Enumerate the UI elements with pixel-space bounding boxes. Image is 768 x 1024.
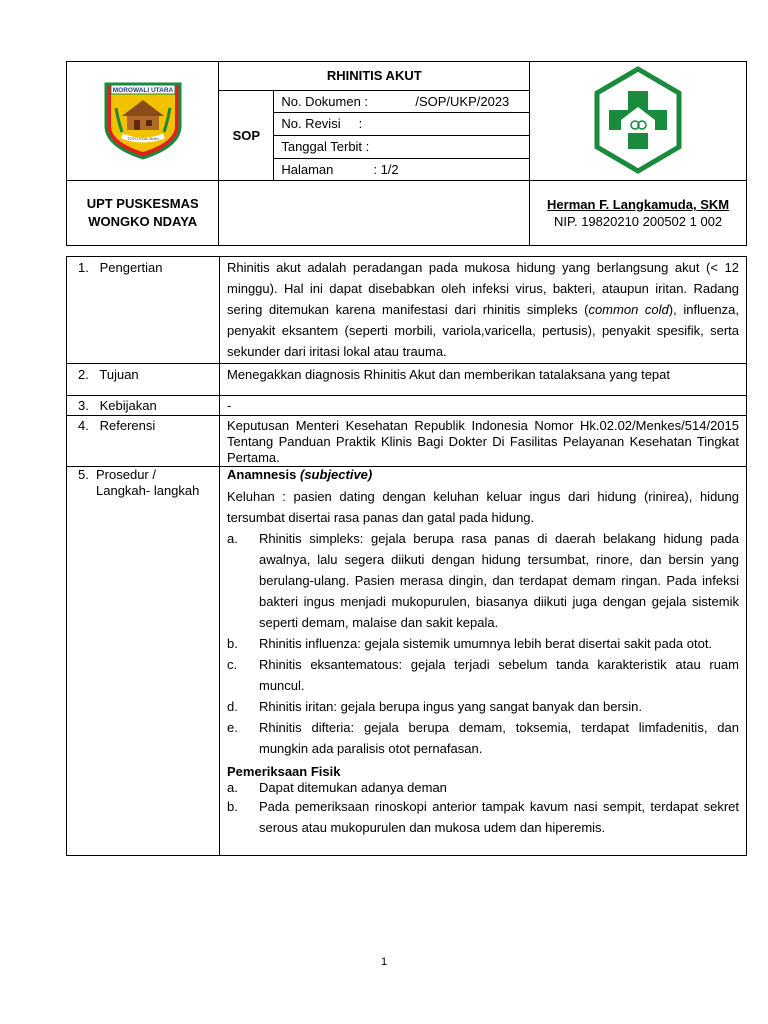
section-number: 4. (78, 418, 89, 433)
list-item (227, 717, 739, 759)
section-label: Prosedur / (96, 467, 156, 482)
list-item-text: Rhinitis influenza: gejala sistemik umumnya lebih berat disertai sakit pada otot. (259, 636, 713, 651)
section-label: Referensi (99, 418, 156, 433)
section-label-cell (67, 257, 220, 364)
section-label-line2: Langkah- langkah (96, 483, 200, 498)
list-item-label: e. (227, 720, 238, 735)
puskesmas-logo-icon (591, 65, 685, 175)
pengertian-text: Rhinitis akut adalah peradangan pada mukosa hidung yang berlangsung akut (< 12 minggu). Hal ini dapat disebabkan oleh infeksi virus, bakteri, ataupun iritan. Radang sering ditemukan karena manifestasi dari rhinitis simpleks ( (227, 260, 739, 317)
anamnesis-list (227, 528, 739, 759)
list-item-text: Rhinitis simpleks: gejala berupa rasa panas di daerah belakang hidung pada awalnya, lalu segera diikuti dengan hidung tersumbat, rinore, dan bersin yang berulang-ulang. Pasien merasa dingin, dan terdapat demam ringan. Pada infeksi bakteri ingus menjadi mukopurulen, biasanya diikuti juga dengan gejala sistemik seperti demam, malaise dan sakit kepala. (259, 531, 739, 630)
section-label-cell (67, 364, 220, 396)
section-content (220, 467, 747, 856)
page-value: : 1/2 (373, 162, 399, 177)
anamnesis-title-italic: (subjective) (300, 467, 373, 482)
pengertian-text-end: ), influenza, penyakit eksantem (seperti morbili, variola,varicella, pertusis), penyakit spesifik, serta sekunder dari iritasi lokal atau trauma. (227, 302, 740, 359)
list-item-label: c. (227, 657, 238, 672)
left-logo-cell (67, 62, 219, 181)
section-number: 3. (78, 398, 89, 413)
row-tujuan (67, 364, 747, 396)
anamnesis-heading (227, 467, 739, 482)
section-label: Tujuan (99, 367, 139, 382)
row-pengertian (67, 257, 747, 364)
morowali-utara-logo-icon (102, 80, 184, 160)
section-label: Pengertian (99, 260, 163, 275)
publish-date-label: Tanggal Terbit : (274, 136, 529, 159)
list-item (227, 654, 739, 696)
empty-cell (219, 181, 530, 246)
page-row (274, 159, 529, 181)
signer-nip: NIP. 19820210 200502 1 002 (553, 214, 723, 229)
list-item-label: d. (227, 699, 238, 714)
list-item (227, 528, 739, 633)
row-prosedur (67, 467, 747, 856)
list-item (227, 633, 739, 654)
section-content (220, 257, 747, 364)
logo-text-bottom: TOTO KOA ISUKI (126, 135, 159, 141)
section-label: Kebijakan (99, 398, 157, 413)
section-number: 2. (78, 367, 89, 382)
section-content: Menegakkan diagnosis Rhinitis Akut dan memberikan tatalaksana yang tepat (220, 364, 747, 396)
pengertian-italic: common cold (588, 302, 669, 317)
signer-name: Herman F. Langkamuda, SKM (547, 197, 730, 212)
list-item (227, 779, 739, 796)
sop-label: SOP (219, 91, 274, 180)
right-logo-cell (530, 62, 747, 181)
doc-number-label: No. Dokumen : (281, 94, 369, 109)
organization-cell (67, 181, 219, 246)
page-number: 1 (380, 956, 388, 968)
sop-header-table (66, 61, 747, 246)
doc-number-row (274, 91, 529, 113)
anamnesis-title: Anamnesis (227, 467, 297, 482)
revision-label: No. Revisi : (274, 113, 529, 136)
sop-content-table (66, 256, 747, 856)
section-label-cell (67, 416, 220, 467)
list-item-label: a. (227, 780, 238, 795)
list-item-text: Rhinitis iritan: gejala berupa ingus yang sangat banyak dan bersin. (259, 699, 643, 714)
document-title: RHINITIS AKUT (219, 62, 529, 91)
title-cell (219, 62, 530, 181)
organization-name-line1: UPT PUSKESMAS (86, 196, 199, 211)
page-label: Halaman (281, 162, 334, 177)
section-label-cell (67, 467, 220, 856)
signer-cell (530, 181, 747, 246)
list-item (227, 696, 739, 717)
row-kebijakan (67, 396, 747, 416)
doc-number-value: /SOP/UKP/2023 (415, 94, 510, 109)
organization-name-line2: WONGKO NDAYA (88, 214, 198, 229)
section-label-cell (67, 396, 220, 416)
list-item-label: b. (227, 636, 238, 651)
physical-exam-heading: Pemeriksaan Fisik (227, 764, 341, 779)
list-item-label: b. (227, 799, 238, 814)
logo-text-top: MOROWALI UTARA (112, 86, 173, 94)
list-item-text: Rhinitis difteria: gejala berupa demam, toksemia, terdapat limfadenitis, dan mungkin ada paralisis otot pernafasan. (259, 720, 739, 756)
section-number: 1. (78, 260, 89, 275)
list-item-text: Dapat ditemukan adanya deman (259, 780, 447, 795)
section-number: 5. (78, 467, 89, 482)
list-item-label: a. (227, 531, 238, 546)
section-content: - (220, 396, 747, 416)
complaint-text: Keluhan : pasien dating dengan keluhan keluar ingus dari hidung (rinirea), hidung tersumbat disertai rasa panas dan gatal pada hidung. (227, 489, 739, 525)
list-item-text: Rhinitis eksantematous: gejala terjadi sebelum tanda karakteristik atau ruam muncul. (259, 657, 739, 693)
list-item (227, 796, 739, 838)
row-referensi (67, 416, 747, 467)
section-content: Keputusan Menteri Kesehatan Republik Indonesia Nomor Hk.02.02/Menkes/514/2015 Tentang Panduan Praktik Klinis Bagi Dokter Di Fasilitas Pelayanan Kesehatan Tingkat Pertama. (220, 416, 747, 467)
list-item-text: Pada pemeriksaan rinoskopi anterior tampak kavum nasi sempit, terdapat sekret serous atau mukopurulen dan mukosa udem dan hiperemis. (259, 799, 739, 835)
